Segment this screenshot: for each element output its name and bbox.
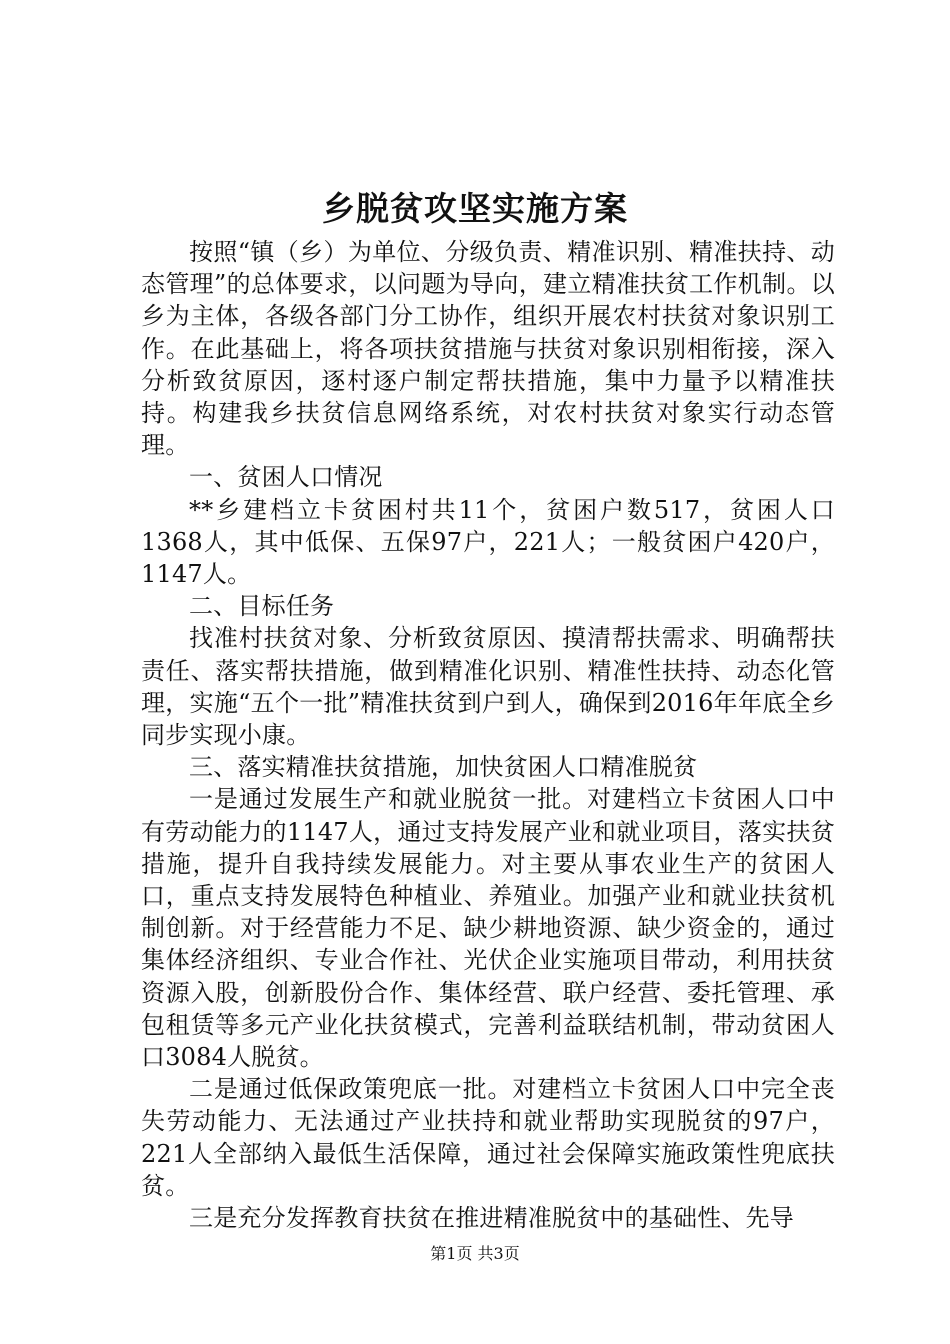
section-heading-2: 二、目标任务 [189, 592, 335, 621]
paragraph-targets: 找准村扶贫对象、分析致贫原因、摸清帮扶需求、明确帮扶责任、落实帮扶措施，做到精准化识别、精准性扶持、动态化管理，实施“五个一批”精准扶贫到户到人，确保到2016年年底全乡同步实现小康。 [141, 624, 835, 750]
document-body [141, 236, 835, 1234]
paragraph-measure-3: 三是充分发挥教育扶贫在推进精准脱贫中的基础性、先导 [189, 1204, 794, 1233]
paragraph-measure-1: 一是通过发展生产和就业脱贫一批。对建档立卡贫困人口中有劳动能力的1147人，通过支持发展产业和就业项目，落实扶贫措施，提升自我持续发展能力。对主要从事农业生产的贫困人口，重点支持发展特色种植业、养殖业。加强产业和就业扶贫机制创新。对于经营能力不足、缺少耕地资源、缺少资金的，通过集体经济组织、专业合作社、光伏企业实施项目带动，利用扶贫资源入股，创新股份合作、集体经营、联户经营、委托管理、承包租赁等多元产业化扶贫模式，完善利益联结机制，带动贫困人口3084人脱贫。 [141, 785, 835, 1072]
paragraph-measure-2: 二是通过低保政策兜底一批。对建档立卡贫困人口中完全丧失劳动能力、无法通过产业扶持和就业帮助实现脱贫的97户，221人全部纳入最低生活保障，通过社会保障实施政策性兜底扶贫。 [141, 1075, 835, 1200]
document-title: 乡脱贫攻坚实施方案 [322, 189, 628, 228]
section-heading-1: 一、贫困人口情况 [189, 463, 383, 492]
page-number-footer: 第1页 共3页 [430, 1244, 520, 1263]
paragraph-poverty-population: **乡建档立卡贫困村共11个，贫困户数517，贫困人口1368人，其中低保、五保97户，221人；一般贫困户420户，1147人。 [141, 495, 835, 589]
paragraph-intro: 按照“镇（乡）为单位、分级负责、精准识别、精准扶持、动态管理”的总体要求，以问题为导向，建立精准扶贫工作机制。以乡为主体，各级各部门分工协作，组织开展农村扶贫对象识别工作。在此基础上，将各项扶贫措施与扶贫对象识别相衔接，深入分析致贫原因，逐村逐户制定帮扶措施，集中力量予以精准扶持。构建我乡扶贫信息网络系统，对农村扶贫对象实行动态管理。 [141, 238, 835, 460]
section-heading-3: 三、落实精准扶贫措施，加快贫困人口精准脱贫 [189, 753, 698, 782]
